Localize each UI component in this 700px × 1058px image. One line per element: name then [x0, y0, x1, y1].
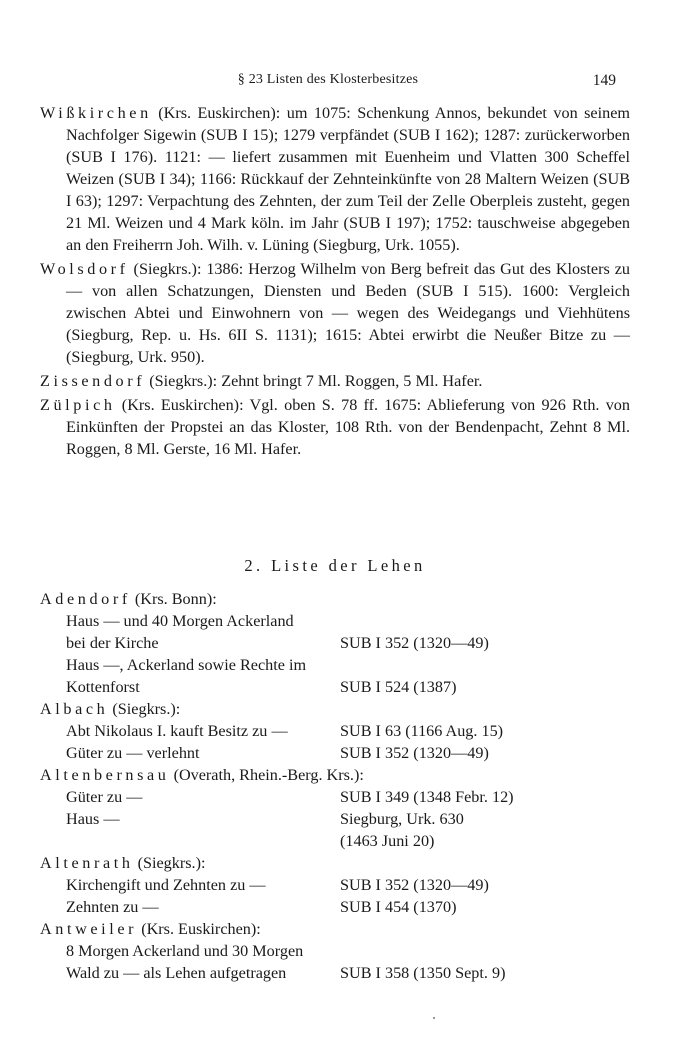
place-name: Antweiler — [40, 920, 138, 938]
fief-item — [40, 742, 640, 764]
fief-albach — [40, 698, 640, 764]
fief-description: Abt Nikolaus I. kauft Besitz zu — — [66, 722, 288, 740]
fief-source: SUB I 352 (1320—49) — [340, 876, 489, 894]
property-entries — [40, 102, 630, 460]
fief-item — [40, 720, 640, 742]
fief-item — [40, 654, 640, 698]
fief-heading — [40, 852, 640, 874]
entry-text: (Siegkrs.): Zehnt bringt 7 Ml. Roggen, 5 Ml. Hafer. — [145, 372, 483, 390]
fief-item — [40, 896, 640, 918]
fief-list — [40, 588, 640, 984]
fief-location: (Krs. Euskirchen): — [137, 920, 261, 938]
fief-altenbernsau — [40, 764, 640, 852]
place-name: Wißkirchen — [40, 104, 152, 122]
place-name: Altenbernsau — [40, 766, 170, 784]
fief-antweiler — [40, 918, 640, 984]
fief-source: SUB I 349 (1348 Febr. 12) — [340, 788, 514, 806]
fief-heading — [40, 698, 640, 720]
fief-description: Haus —, Ackerland sowie Rechte im Kottenforst — [66, 656, 307, 696]
place-name: Zülpich — [40, 396, 116, 414]
entry-wisskirchen — [40, 102, 630, 256]
fief-item — [40, 940, 640, 984]
fief-description: Güter zu — — [66, 788, 143, 806]
fief-source: SUB I 63 (1166 Aug. 15) — [340, 722, 504, 740]
entry-text: (Siegkrs.): 1386: Herzog Wilhelm von Berg befreit das Gut des Klosters zu — von allen Schatzungen, Diensten und Beden (SUB I 515). 1600: Vergleich zwischen Abtei und Einwohnern von — wegen des Weidegangs und Viehhütens (Siegburg, Rep. u. Hs. 6II S. 1131); 1615: Abtei erwirbt die Neußer Bitze zu — (Siegburg, Urk. 950). — [66, 260, 630, 366]
fief-source: SUB I 454 (1370) — [340, 898, 457, 916]
fief-item — [40, 808, 640, 852]
fief-adendorf — [40, 588, 640, 698]
fief-heading — [40, 588, 640, 610]
fief-item — [40, 786, 640, 808]
fief-description: Haus — — [66, 810, 120, 828]
place-name: Adendorf — [40, 590, 131, 608]
fief-heading — [40, 918, 640, 940]
entry-zuelpich — [40, 394, 630, 460]
fief-source: Siegburg, Urk. 630 (1463 Juni 20) — [340, 810, 464, 850]
running-title: § 23 Listen des Klosterbesitzes — [237, 72, 419, 87]
fief-description: Haus — und 40 Morgen Ackerland bei der Kirche — [66, 612, 294, 652]
fief-item — [40, 610, 640, 654]
section-title: 2. Liste der Lehen — [244, 556, 426, 575]
fief-item — [40, 874, 640, 896]
fief-location: (Overath, Rhein.-Berg. Krs.): — [169, 766, 364, 784]
fief-heading — [40, 764, 640, 786]
fief-location: (Krs. Bonn): — [130, 590, 217, 608]
fief-description: Güter zu — verlehnt — [66, 744, 200, 762]
fief-description: Kirchengift und Zehnten zu — — [66, 876, 266, 894]
page-number: 149 — [592, 72, 616, 89]
entry-text: (Krs. Euskirchen): um 1075: Schenkung Annos, bekundet von seinem Nachfolger Sigewin (SUB I 15); 1279 verpfändet (SUB I 162); 1287: zurückerworben (SUB I 176). 1121: — liefert zusammen mit Euenheim und Vlatten 300 Scheffel Weizen (SUB I 34); 1166: Rückkauf der Zehnteinkünfte von 28 Maltern Weizen (SUB I 63); 1297: Verpachtung des Zehnten, der zum Teil der Zelle Oberpleis zusteht, gegen 21 Ml. Weizen und 4 Mark köln. im Jahr (SUB I 197); 1752: tauschweise abgegeben an den Freiherrn Joh. Wilh. v. Lüning (Siegburg, Urk. 1055). — [66, 104, 630, 254]
place-name: Wolsdorf — [40, 260, 129, 278]
fief-description: Zehnten zu — — [66, 898, 159, 916]
fief-description: 8 Morgen Ackerland und 30 Morgen Wald zu — als Lehen aufgetragen — [66, 942, 304, 982]
place-name: Zissendorf — [40, 372, 146, 390]
entry-zissendorf — [40, 370, 630, 392]
place-name: Altenrath — [40, 854, 134, 872]
place-name: Albach — [40, 700, 109, 718]
fief-source: SUB I 352 (1320—49) — [340, 634, 489, 652]
fief-source: SUB I 352 (1320—49) — [340, 744, 489, 762]
fief-location: (Siegkrs.): — [133, 854, 206, 872]
entry-text: (Krs. Euskirchen): Vgl. oben S. 78 ff. 1675: Ablieferung von 926 Rth. von Einkünften der Propstei an das Kloster, 108 Rth. von der Bendenpacht, Zehnt 8 Ml. Roggen, 8 Ml. Gerste, 16 Ml. Hafer. — [66, 396, 630, 458]
fief-altenrath — [40, 852, 640, 918]
fief-source: SUB I 524 (1387) — [340, 678, 457, 696]
print-speck — [433, 1017, 435, 1019]
fief-location: (Siegkrs.): — [108, 700, 181, 718]
page-header — [40, 72, 616, 92]
fief-source: SUB I 358 (1350 Sept. 9) — [340, 964, 506, 982]
entry-wolsdorf — [40, 258, 630, 368]
